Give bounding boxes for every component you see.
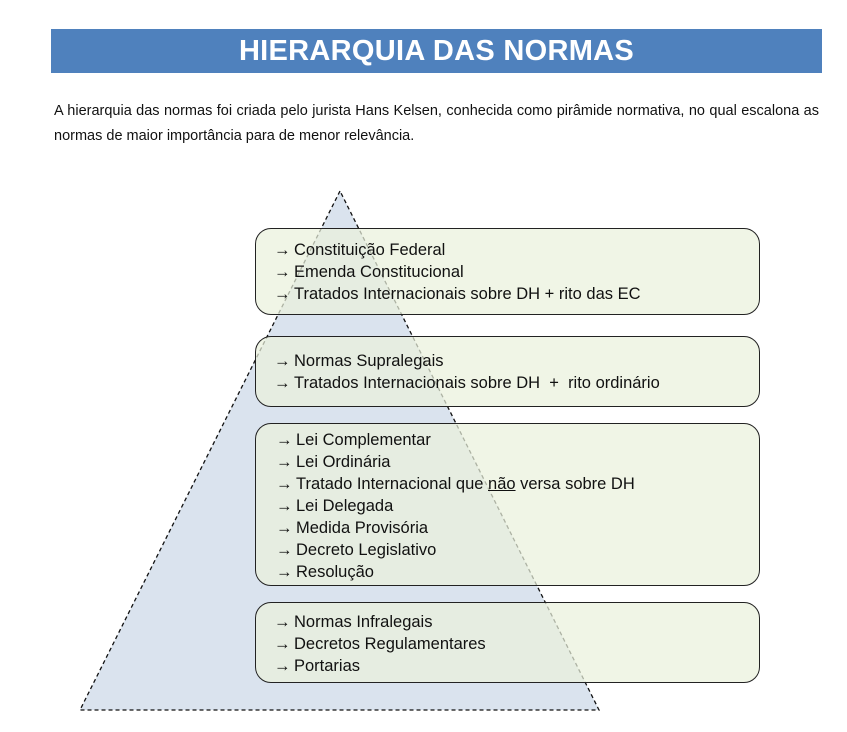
list-item: → Decretos Regulamentares bbox=[274, 635, 486, 653]
arrow-icon: → bbox=[274, 241, 291, 259]
level-infralegal bbox=[255, 602, 760, 683]
list-item: → Portarias bbox=[274, 657, 361, 675]
list-item: → Lei Ordinária bbox=[276, 453, 391, 471]
list-item: → Tratados Internacionais sobre DH + rito ordinário bbox=[274, 374, 660, 392]
arrow-icon: → bbox=[276, 475, 293, 493]
arrow-icon: → bbox=[274, 285, 291, 303]
arrow-icon: → bbox=[276, 431, 293, 449]
list-item: → Tratado Internacional que não versa sobre DH bbox=[276, 475, 635, 493]
list-item: → Medida Provisória bbox=[276, 519, 429, 537]
list-item: → Tratados Internacionais sobre DH + rito das EC bbox=[274, 285, 641, 303]
arrow-icon: → bbox=[276, 563, 293, 581]
intro-paragraph: A hierarquia das normas foi criada pelo jurista Hans Kelsen, conhecida como pirâmide normativa, no qual escalona as normas de maior importância para de menor relevância. bbox=[54, 103, 819, 144]
arrow-icon: → bbox=[276, 519, 293, 537]
list-item: → Decreto Legislativo bbox=[276, 541, 437, 559]
list-item: → Resolução bbox=[276, 563, 374, 581]
arrow-icon: → bbox=[274, 352, 291, 370]
arrow-icon: → bbox=[274, 657, 291, 675]
level-supralegal bbox=[255, 336, 760, 407]
arrow-icon: → bbox=[274, 613, 291, 631]
underlined-word: não bbox=[488, 475, 516, 493]
arrow-icon: → bbox=[274, 374, 291, 392]
list-item: → Normas Supralegais bbox=[274, 352, 444, 370]
arrow-icon: → bbox=[276, 453, 293, 471]
list-item: → Emenda Constitucional bbox=[274, 263, 464, 281]
level-constitutional bbox=[255, 228, 760, 315]
arrow-icon: → bbox=[276, 497, 293, 515]
list-item: → Constituição Federal bbox=[274, 241, 446, 259]
arrow-icon: → bbox=[274, 635, 291, 653]
page-title: HIERARQUIA DAS NORMAS bbox=[238, 34, 635, 67]
list-item: → Normas Infralegais bbox=[274, 613, 433, 631]
list-item: → Lei Delegada bbox=[276, 497, 394, 515]
level-legal bbox=[255, 423, 760, 586]
arrow-icon: → bbox=[274, 263, 291, 281]
arrow-icon: → bbox=[276, 541, 293, 559]
list-item: → Lei Complementar bbox=[276, 431, 431, 449]
